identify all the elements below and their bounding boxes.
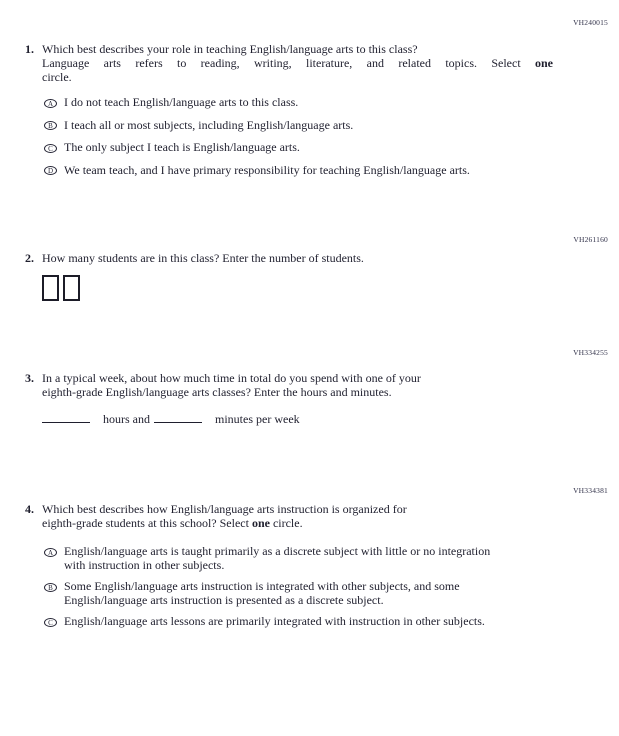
- q4-option-b-line-2: English/language arts instruction is presented as a discrete subject.: [64, 592, 384, 607]
- question-1-text-line-1: Which best describes your role in teaching English/language arts to this class?: [42, 42, 418, 56]
- answer-oval-b-icon[interactable]: B: [44, 121, 57, 130]
- question-4-options: [44, 545, 562, 629]
- q4-option-c[interactable]: [44, 615, 562, 629]
- question-4-text-line-1: Which best describes how English/language arts instruction is organized for: [42, 502, 407, 516]
- q1-option-d[interactable]: [44, 164, 562, 178]
- answer-oval-c-icon[interactable]: C: [44, 618, 57, 627]
- question-1-options: [44, 96, 562, 177]
- students-count-box-1[interactable]: [42, 275, 59, 301]
- select-one-emphasis: one: [535, 56, 553, 70]
- question-1-code: VH240015: [573, 18, 608, 27]
- answer-oval-c-icon[interactable]: C: [44, 144, 57, 153]
- question-1-text-line-3: circle.: [42, 70, 72, 84]
- time-entry-row: [42, 411, 562, 425]
- q4-option-a-line-1: English/language arts is taught primarily as a discrete subject with little or no integration: [64, 544, 491, 558]
- answer-oval-a-icon[interactable]: A: [44, 99, 57, 108]
- q4-option-a-line-2: with instruction in other subjects.: [64, 557, 225, 572]
- answer-oval-a-icon[interactable]: A: [44, 548, 57, 557]
- students-count-entry: [42, 275, 562, 301]
- question-2-number: 2.: [25, 251, 34, 265]
- q1-option-d-label: We team teach, and I have primary responsibility for teaching English/language arts.: [64, 162, 470, 177]
- question-1: [25, 42, 605, 186]
- q4-option-c-line-1: English/language arts lessons are primarily integrated with instruction in other subjects.: [64, 614, 485, 628]
- q1-option-c[interactable]: [44, 141, 562, 155]
- question-3-text-line-2: eighth-grade English/language arts classes? Enter the hours and minutes.: [42, 385, 392, 399]
- answer-oval-b-icon[interactable]: B: [44, 583, 57, 592]
- q1-option-c-label: The only subject I teach is English/language arts.: [64, 140, 300, 154]
- question-1-text-line-2: Language arts refers to reading, writing, literature, and related topics. Select one: [42, 56, 553, 70]
- question-3-number: 3.: [25, 371, 34, 385]
- q1-option-b-label: I teach all or most subjects, including English/language arts.: [64, 117, 354, 132]
- question-2-code: VH261160: [573, 235, 608, 244]
- question-3-code: VH334255: [573, 348, 608, 357]
- hours-label: hours and: [103, 412, 150, 426]
- q4-option-b-line-1: Some English/language arts instruction is integrated with other subjects, and some: [64, 579, 460, 593]
- question-2-text: How many students are in this class? Enter the number of students.: [42, 251, 364, 265]
- q4-option-a[interactable]: [44, 545, 562, 572]
- students-count-box-2[interactable]: [63, 275, 80, 301]
- q1-option-b[interactable]: [44, 119, 562, 133]
- q1-option-a-label: I do not teach English/language arts to this class.: [64, 95, 299, 109]
- q4-option-b[interactable]: [44, 580, 562, 607]
- answer-oval-d-icon[interactable]: D: [44, 166, 57, 175]
- minutes-blank[interactable]: [154, 411, 202, 423]
- q1-option-a[interactable]: [44, 96, 562, 110]
- minutes-label: minutes per week: [215, 412, 300, 426]
- question-3-text-line-1: In a typical week, about how much time in total do you spend with one of your: [42, 371, 421, 385]
- question-3: [25, 371, 605, 425]
- hours-blank[interactable]: [42, 411, 90, 423]
- question-4-number: 4.: [25, 502, 34, 516]
- select-one-emphasis: one: [251, 516, 270, 530]
- question-2: [25, 251, 605, 301]
- question-1-number: 1.: [25, 42, 34, 56]
- question-4-text-line-2: eighth-grade students at this school? Select one circle.: [42, 516, 303, 530]
- question-4-code: VH334381: [573, 486, 608, 495]
- question-4: [25, 502, 605, 637]
